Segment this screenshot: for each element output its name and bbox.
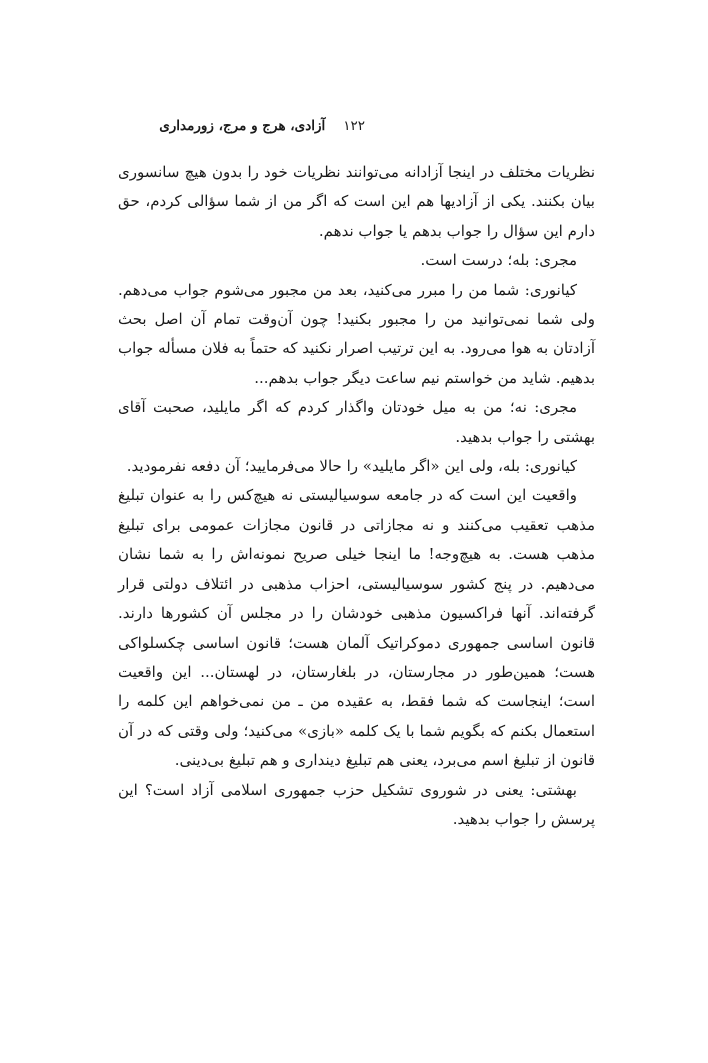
paragraph-beheshti: بهشتی: یعنی در شوروی تشکیل حزب جمهوری اسلامی آزاد است؟ این پرسش را جواب بدهید. [118, 780, 595, 828]
paragraph-host-reply: مجری: بله؛ درست است. [420, 251, 577, 270]
book-page [118, 118, 595, 834]
running-title: آزادی، هرج و مرج، زورمداری [159, 118, 326, 134]
paragraph-kianouri-2: کیانوری: بله، ولی این «اگر مایلید» را حالا می‌فرمایید؛ آن دفعه نفرمودید. [126, 457, 577, 476]
body-text [118, 158, 595, 834]
paragraph-host-2: مجری: نه؛ من به میل خودتان واگذار کردم که اگر مایلید، صحبت آقای بهشتی را جواب بدهید. [118, 398, 595, 446]
running-header [118, 118, 595, 148]
paragraph-kianouri-3: واقعیت این است که در جامعه سوسیالیستی نه هیچ‌کس را به عنوان تبلیغ مذهب تعقیب می‌کنند و نه مجازاتی در قانون مجازات عمومی برای تبلیغ مذهب هست. به هیچ‌وجه! ما اینجا خیلی صریح نمونه‌اش را به شما نشان می‌دهیم. در پنج کشور سوسیالیستی، احزاب مذهبی در ائتلاف دولتی قرار گرفته‌اند. آنها فراکسیون مذهبی خودشان را در مجلس آن کشورها دارند. قانون اساسی جمهوری دموکراتیک آلمان هست؛ قانون اساسی چکسلواکی هست؛ همین‌طور در مجارستان، در بلغارستان، در لهستان... این واقعیت است؛ اینجاست که شما فقط، به عقیده من ـ من نمی‌خواهم این کلمه را استعمال بکنم که بگویم شما با یک کلمه «بازی» می‌کنید؛ ولی وقتی که در آن قانون از تبلیغ اسم می‌برد، یعنی هم تبلیغ دینداری و هم تبلیغ بی‌دینی. [118, 486, 595, 770]
page-number: ۱۲۲ [343, 118, 365, 134]
paragraph-continuation: نظریات مختلف در اینجا آزادانه می‌توانند نظریات خود را بدون هیچ سانسوری بیان بکنند. یکی از آزادیها هم این است که اگر من از شما سؤالی کردم، حق دارم این سؤال را جواب بدهم یا جواب ندهم. [118, 163, 595, 240]
paragraph-kianouri-1: کیانوری: شما من را مبرر می‌کنید، بعد من مجبور می‌شوم جواب می‌دهم. ولی شما نمی‌توانید من را مجبور بکنید! چون آن‌وقت تمام آن اصل بحث آزادتان به هوا می‌رود. به این ترتیب اصرار نکنید که حتماً به فلان مسأله جواب بدهیم. شاید من خواستم نیم ساعت دیگر جواب بدهم... [118, 280, 595, 387]
